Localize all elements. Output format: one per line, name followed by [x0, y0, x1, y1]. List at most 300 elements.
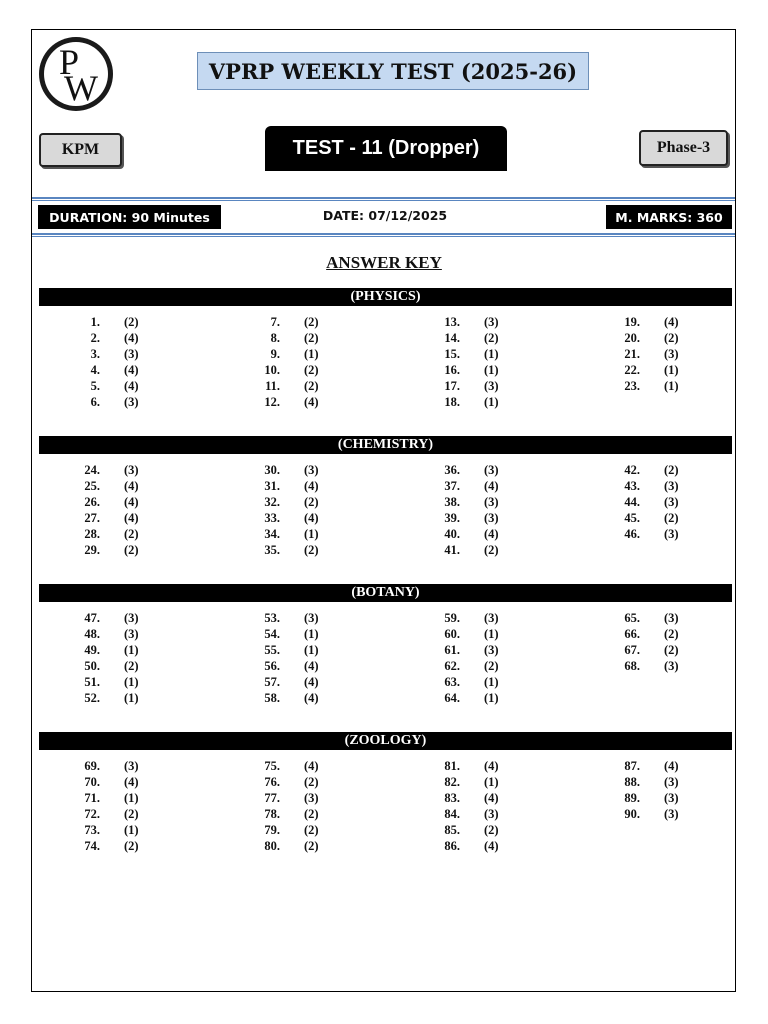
- answer-row: [218, 331, 398, 347]
- answer-column: [578, 463, 758, 543]
- answer-option: (2): [304, 775, 319, 789]
- answer-option: (3): [304, 791, 319, 805]
- answer-row: [398, 675, 578, 691]
- date-label: DATE: 07/12/2025: [322, 208, 448, 223]
- answer-row: [218, 347, 398, 363]
- answer-option: (4): [124, 363, 139, 377]
- answer-row: [218, 659, 398, 675]
- question-number: 27.: [84, 511, 100, 525]
- answer-option: (2): [664, 331, 679, 345]
- answer-option: (1): [484, 627, 499, 641]
- answer-row: [38, 543, 218, 559]
- answer-key-heading: ANSWER KEY: [326, 253, 442, 272]
- answer-option: (2): [484, 823, 499, 837]
- answer-row: [578, 527, 758, 543]
- answer-row: [578, 347, 758, 363]
- answer-row: [398, 543, 578, 559]
- answer-row: [398, 495, 578, 511]
- question-number: 88.: [624, 775, 640, 789]
- question-number: 59.: [444, 611, 460, 625]
- answer-row: [398, 395, 578, 411]
- answer-row: [578, 331, 758, 347]
- answer-column: [218, 611, 398, 707]
- answer-row: [38, 759, 218, 775]
- question-number: 73.: [84, 823, 100, 837]
- answer-column: [218, 463, 398, 559]
- answer-row: [38, 775, 218, 791]
- answer-row: [578, 611, 758, 627]
- question-number: 39.: [444, 511, 460, 525]
- answer-option: (1): [124, 691, 139, 705]
- answer-option: (4): [664, 315, 679, 329]
- answer-key-heading-wrap: [0, 253, 768, 273]
- answer-option: (4): [124, 479, 139, 493]
- divider-bottom: [32, 233, 735, 235]
- answer-row: [38, 791, 218, 807]
- answer-row: [398, 759, 578, 775]
- answer-row: [38, 347, 218, 363]
- answer-option: (4): [304, 659, 319, 673]
- section-header: (CHEMISTRY): [39, 436, 732, 454]
- question-number: 9.: [270, 347, 280, 361]
- answer-option: (1): [124, 791, 139, 805]
- answer-column: [398, 315, 578, 411]
- answer-column: [578, 315, 758, 395]
- answer-option: (3): [664, 495, 679, 509]
- answer-row: [578, 759, 758, 775]
- logo-circle: [44, 42, 108, 106]
- question-number: 24.: [84, 463, 100, 477]
- answer-column: [398, 463, 578, 559]
- answer-option: (4): [124, 495, 139, 509]
- question-number: 13.: [444, 315, 460, 329]
- answer-column: [398, 611, 578, 707]
- question-number: 74.: [84, 839, 100, 853]
- answer-row: [38, 691, 218, 707]
- question-number: 82.: [444, 775, 460, 789]
- answer-option: (3): [304, 463, 319, 477]
- answer-option: (3): [664, 791, 679, 805]
- question-number: 19.: [624, 315, 640, 329]
- answer-row: [38, 315, 218, 331]
- question-number: 4.: [90, 363, 100, 377]
- answer-column: [578, 759, 758, 823]
- section-header: (PHYSICS): [39, 288, 732, 306]
- question-number: 85.: [444, 823, 460, 837]
- answer-row: [218, 823, 398, 839]
- answer-row: [38, 659, 218, 675]
- answer-row: [38, 495, 218, 511]
- question-number: 20.: [624, 331, 640, 345]
- answer-option: (4): [304, 395, 319, 409]
- question-number: 63.: [444, 675, 460, 689]
- answer-option: (3): [124, 395, 139, 409]
- answer-option: (4): [484, 791, 499, 805]
- question-number: 38.: [444, 495, 460, 509]
- answer-option: (3): [484, 315, 499, 329]
- answer-row: [398, 331, 578, 347]
- answer-row: [398, 363, 578, 379]
- answer-option: (1): [304, 347, 319, 361]
- answer-option: (4): [484, 759, 499, 773]
- answer-option: (2): [484, 543, 499, 557]
- answer-option: (1): [484, 675, 499, 689]
- question-number: 32.: [264, 495, 280, 509]
- answer-option: (2): [304, 331, 319, 345]
- answer-option: (2): [124, 807, 139, 821]
- answer-option: (4): [664, 759, 679, 773]
- answer-option: (2): [124, 315, 139, 329]
- answer-row: [38, 807, 218, 823]
- answer-option: (2): [664, 627, 679, 641]
- answer-row: [398, 839, 578, 855]
- question-number: 56.: [264, 659, 280, 673]
- answer-row: [398, 775, 578, 791]
- question-number: 16.: [444, 363, 460, 377]
- section-header: (ZOOLOGY): [39, 732, 732, 750]
- answer-row: [38, 527, 218, 543]
- answer-row: [38, 611, 218, 627]
- question-number: 54.: [264, 627, 280, 641]
- answer-option: (1): [484, 691, 499, 705]
- answer-row: [38, 511, 218, 527]
- duration-label: DURATION: 90 Minutes: [38, 205, 221, 229]
- answer-row: [218, 527, 398, 543]
- answer-row: [218, 379, 398, 395]
- answer-row: [398, 807, 578, 823]
- question-number: 45.: [624, 511, 640, 525]
- answer-row: [398, 627, 578, 643]
- question-number: 68.: [624, 659, 640, 673]
- answer-row: [38, 643, 218, 659]
- answer-option: (2): [124, 527, 139, 541]
- answer-option: (3): [484, 379, 499, 393]
- question-number: 43.: [624, 479, 640, 493]
- answer-option: (2): [484, 659, 499, 673]
- answer-row: [218, 395, 398, 411]
- answer-row: [218, 495, 398, 511]
- answer-option: (3): [484, 463, 499, 477]
- answer-option: (2): [304, 495, 319, 509]
- answer-row: [578, 627, 758, 643]
- answer-row: [578, 643, 758, 659]
- answer-option: (1): [304, 527, 319, 541]
- question-number: 41.: [444, 543, 460, 557]
- test-name-banner: TEST - 11 (Dropper): [265, 126, 507, 171]
- test-series-title: VPRP WEEKLY TEST (2025-26): [197, 52, 589, 90]
- answer-row: [218, 511, 398, 527]
- answer-row: [398, 463, 578, 479]
- answer-option: (1): [304, 643, 319, 657]
- question-number: 51.: [84, 675, 100, 689]
- answer-option: (4): [304, 675, 319, 689]
- question-number: 29.: [84, 543, 100, 557]
- answer-column: [218, 315, 398, 411]
- question-number: 64.: [444, 691, 460, 705]
- answer-row: [398, 791, 578, 807]
- question-number: 86.: [444, 839, 460, 853]
- answer-option: (1): [304, 627, 319, 641]
- answer-row: [218, 691, 398, 707]
- question-number: 6.: [90, 395, 100, 409]
- question-number: 35.: [264, 543, 280, 557]
- question-number: 47.: [84, 611, 100, 625]
- divider-bottom-inner: [32, 236, 735, 237]
- question-number: 22.: [624, 363, 640, 377]
- answer-column: [38, 315, 218, 411]
- question-number: 23.: [624, 379, 640, 393]
- answer-row: [38, 675, 218, 691]
- question-number: 1.: [90, 315, 100, 329]
- answer-column: [38, 759, 218, 855]
- answer-option: (2): [124, 839, 139, 853]
- answer-option: (2): [664, 463, 679, 477]
- question-number: 89.: [624, 791, 640, 805]
- question-number: 5.: [90, 379, 100, 393]
- answer-row: [218, 675, 398, 691]
- question-number: 70.: [84, 775, 100, 789]
- answer-row: [578, 363, 758, 379]
- answer-option: (1): [484, 347, 499, 361]
- answer-option: (4): [304, 511, 319, 525]
- answer-option: (2): [304, 363, 319, 377]
- answer-option: (2): [304, 543, 319, 557]
- answer-option: (4): [124, 775, 139, 789]
- answer-row: [38, 839, 218, 855]
- question-number: 42.: [624, 463, 640, 477]
- answer-row: [578, 463, 758, 479]
- logo-letter-w: W: [64, 68, 98, 108]
- question-number: 76.: [264, 775, 280, 789]
- question-number: 18.: [444, 395, 460, 409]
- answer-option: (3): [484, 611, 499, 625]
- answer-row: [38, 331, 218, 347]
- answer-row: [218, 611, 398, 627]
- answer-row: [218, 463, 398, 479]
- question-number: 46.: [624, 527, 640, 541]
- question-number: 49.: [84, 643, 100, 657]
- answer-option: (3): [664, 775, 679, 789]
- answer-row: [578, 791, 758, 807]
- answer-row: [578, 775, 758, 791]
- answer-row: [218, 643, 398, 659]
- question-number: 52.: [84, 691, 100, 705]
- answer-option: (3): [124, 759, 139, 773]
- divider-top-inner: [32, 200, 735, 201]
- answer-row: [578, 659, 758, 675]
- question-number: 84.: [444, 807, 460, 821]
- answer-option: (2): [304, 823, 319, 837]
- center-tag: KPM: [39, 133, 122, 167]
- answer-row: [398, 659, 578, 675]
- question-number: 2.: [90, 331, 100, 345]
- answer-option: (4): [304, 479, 319, 493]
- answer-option: (3): [664, 527, 679, 541]
- answer-option: (2): [124, 543, 139, 557]
- question-number: 57.: [264, 675, 280, 689]
- answer-row: [218, 479, 398, 495]
- question-number: 37.: [444, 479, 460, 493]
- answer-row: [578, 495, 758, 511]
- question-number: 17.: [444, 379, 460, 393]
- answer-option: (1): [664, 363, 679, 377]
- answer-row: [398, 379, 578, 395]
- answer-option: (3): [484, 511, 499, 525]
- max-marks-label: M. MARKS: 360: [606, 205, 732, 229]
- answer-option: (4): [304, 691, 319, 705]
- answer-row: [218, 627, 398, 643]
- question-number: 58.: [264, 691, 280, 705]
- answer-option: (3): [664, 659, 679, 673]
- phase-tag: Phase-3: [639, 130, 728, 166]
- answer-option: (4): [484, 479, 499, 493]
- question-number: 62.: [444, 659, 460, 673]
- answer-row: [38, 379, 218, 395]
- answer-option: (1): [484, 395, 499, 409]
- answer-row: [398, 511, 578, 527]
- answer-row: [218, 363, 398, 379]
- question-number: 11.: [265, 379, 280, 393]
- answer-option: (3): [124, 347, 139, 361]
- question-number: 78.: [264, 807, 280, 821]
- question-number: 67.: [624, 643, 640, 657]
- answer-row: [38, 627, 218, 643]
- question-number: 8.: [270, 331, 280, 345]
- answer-option: (4): [124, 379, 139, 393]
- question-number: 30.: [264, 463, 280, 477]
- question-number: 34.: [264, 527, 280, 541]
- answer-row: [578, 315, 758, 331]
- answer-column: [218, 759, 398, 855]
- answer-option: (1): [124, 823, 139, 837]
- answer-option: (1): [124, 675, 139, 689]
- question-number: 55.: [264, 643, 280, 657]
- question-number: 14.: [444, 331, 460, 345]
- question-number: 10.: [264, 363, 280, 377]
- answer-column: [398, 759, 578, 855]
- question-number: 21.: [624, 347, 640, 361]
- question-number: 26.: [84, 495, 100, 509]
- answer-option: (1): [124, 643, 139, 657]
- answer-option: (1): [484, 363, 499, 377]
- question-number: 40.: [444, 527, 460, 541]
- question-number: 81.: [444, 759, 460, 773]
- answer-option: (4): [124, 331, 139, 345]
- answer-row: [38, 463, 218, 479]
- question-number: 53.: [264, 611, 280, 625]
- answer-option: (3): [484, 643, 499, 657]
- question-number: 31.: [264, 479, 280, 493]
- answer-row: [38, 479, 218, 495]
- question-number: 44.: [624, 495, 640, 509]
- answer-option: (2): [124, 659, 139, 673]
- divider-top: [32, 197, 735, 199]
- answer-option: (3): [304, 611, 319, 625]
- question-number: 79.: [264, 823, 280, 837]
- answer-row: [218, 775, 398, 791]
- answer-row: [398, 479, 578, 495]
- answer-row: [218, 807, 398, 823]
- answer-row: [398, 347, 578, 363]
- answer-option: (2): [664, 643, 679, 657]
- answer-option: (3): [484, 807, 499, 821]
- question-number: 7.: [270, 315, 280, 329]
- answer-row: [218, 839, 398, 855]
- answer-option: (4): [484, 839, 499, 853]
- answer-option: (3): [124, 611, 139, 625]
- question-number: 15.: [444, 347, 460, 361]
- answer-row: [398, 527, 578, 543]
- question-number: 61.: [444, 643, 460, 657]
- question-number: 66.: [624, 627, 640, 641]
- question-number: 72.: [84, 807, 100, 821]
- question-number: 71.: [84, 791, 100, 805]
- answer-row: [578, 379, 758, 395]
- answer-option: (2): [484, 331, 499, 345]
- answer-row: [398, 611, 578, 627]
- answer-column: [38, 611, 218, 707]
- answer-column: [578, 611, 758, 675]
- answer-row: [398, 691, 578, 707]
- answer-option: (3): [484, 495, 499, 509]
- question-number: 87.: [624, 759, 640, 773]
- answer-option: (2): [304, 379, 319, 393]
- question-number: 33.: [264, 511, 280, 525]
- answer-row: [578, 807, 758, 823]
- question-number: 3.: [90, 347, 100, 361]
- answer-option: (2): [304, 315, 319, 329]
- question-number: 83.: [444, 791, 460, 805]
- answer-option: (3): [664, 611, 679, 625]
- answer-row: [578, 511, 758, 527]
- answer-row: [398, 823, 578, 839]
- question-number: 48.: [84, 627, 100, 641]
- answer-option: (1): [664, 379, 679, 393]
- answer-row: [218, 791, 398, 807]
- answer-option: (3): [664, 479, 679, 493]
- answer-row: [398, 643, 578, 659]
- question-number: 80.: [264, 839, 280, 853]
- answer-option: (1): [484, 775, 499, 789]
- answer-row: [218, 759, 398, 775]
- answer-option: (2): [304, 807, 319, 821]
- pw-logo: [39, 37, 113, 111]
- answer-row: [218, 315, 398, 331]
- question-number: 50.: [84, 659, 100, 673]
- answer-option: (2): [304, 839, 319, 853]
- answer-column: [38, 463, 218, 559]
- question-number: 65.: [624, 611, 640, 625]
- answer-row: [38, 363, 218, 379]
- answer-option: (3): [664, 807, 679, 821]
- section-header: (BOTANY): [39, 584, 732, 602]
- answer-row: [38, 395, 218, 411]
- question-number: 75.: [264, 759, 280, 773]
- answer-option: (3): [124, 463, 139, 477]
- answer-row: [578, 479, 758, 495]
- answer-option: (2): [664, 511, 679, 525]
- question-number: 69.: [84, 759, 100, 773]
- question-number: 25.: [84, 479, 100, 493]
- answer-row: [398, 315, 578, 331]
- question-number: 36.: [444, 463, 460, 477]
- answer-option: (3): [124, 627, 139, 641]
- answer-option: (4): [304, 759, 319, 773]
- logo-letter-p: P: [59, 42, 80, 82]
- answer-row: [38, 823, 218, 839]
- question-number: 77.: [264, 791, 280, 805]
- question-number: 90.: [624, 807, 640, 821]
